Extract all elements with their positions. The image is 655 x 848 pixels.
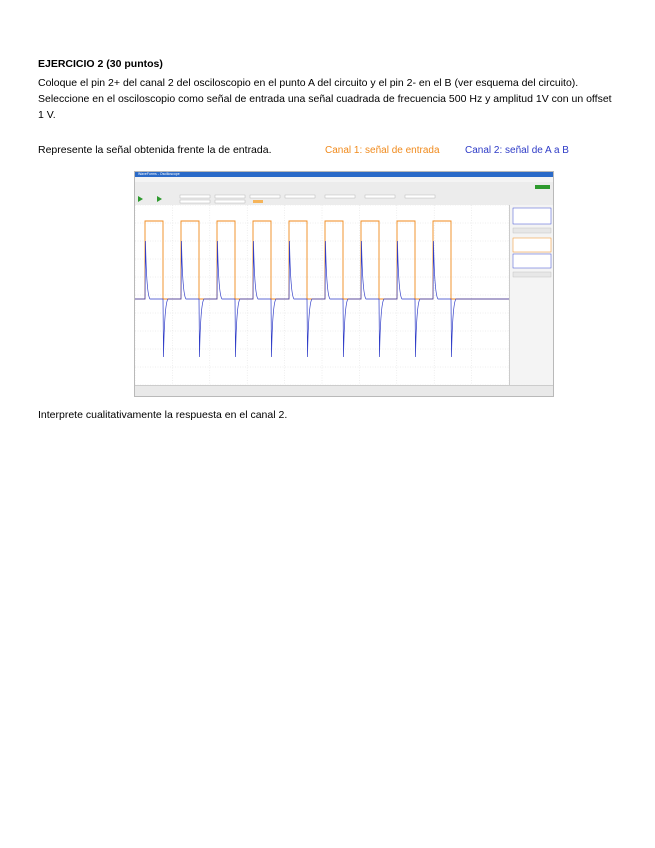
scope-toolbar-icons [135, 182, 553, 205]
scope-side-panel [509, 205, 554, 385]
legend-channel-1: Canal 1: señal de entrada [325, 145, 440, 156]
run-icon [138, 196, 143, 202]
question-text: Interprete cualitativamente la respuesta en el canal 2. [38, 409, 288, 421]
scope-plot-area [135, 205, 509, 385]
single-icon [157, 196, 162, 202]
exercise-title: EJERCICIO 2 (30 puntos) [38, 58, 163, 70]
scope-plot [135, 205, 509, 385]
scope-toolbar [135, 182, 553, 206]
represent-text: Represente la señal obtenida frente la de entrada. [38, 144, 272, 156]
scope-status-bar [135, 385, 553, 397]
oscilloscope-screenshot [134, 171, 554, 397]
scope-window-title: WaveForms - Oscilloscope [138, 172, 180, 176]
legend-channel-2: Canal 2: señal de A a B [465, 145, 569, 156]
exercise-instructions: Coloque el pin 2+ del canal 2 del osciloscopio en el punto A del circuito y el pin 2- en el B (ver esquema del circuito). Seleccione en el osciloscopio como señal de entrada una señal cuadrada de frecuencia 500 Hz y amplitud 1V con un offset 1 V. [38, 77, 612, 121]
